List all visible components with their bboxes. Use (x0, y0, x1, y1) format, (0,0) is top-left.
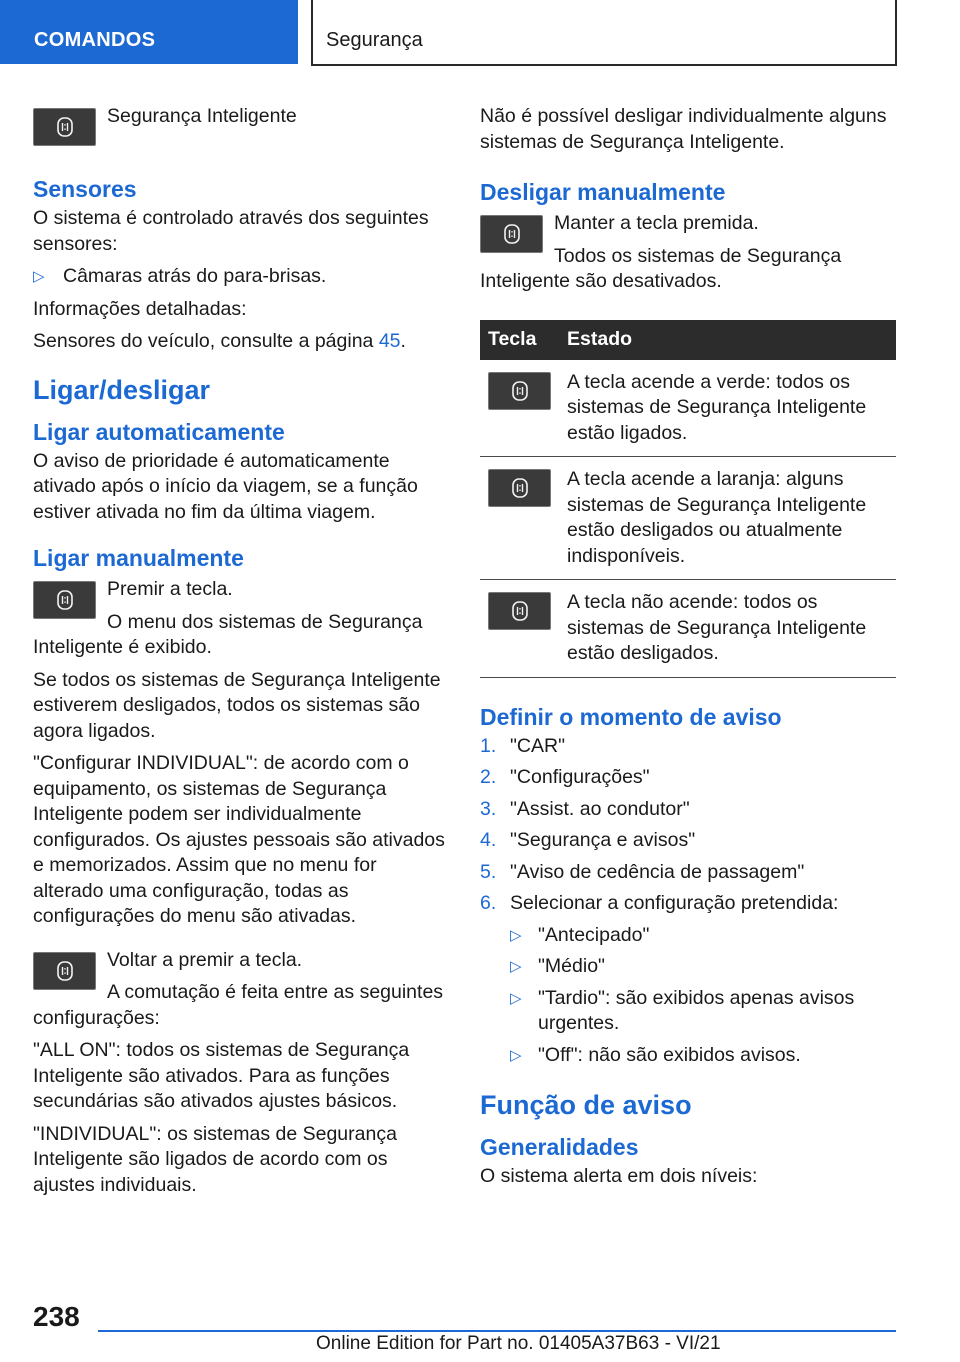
info-reference: Sensores do veículo, consulte a página 45. (33, 330, 406, 352)
heading-desligar-manual: Desligar manualmente (480, 179, 726, 205)
triangle-right-icon: ▷ (510, 1046, 522, 1064)
driver-assistance-button-icon (33, 108, 96, 146)
allon-text: "ALL ON": todos os sistemas de Segurança Inteligente são ativados. Para as funções secundárias são ativados ajustes básicos. (33, 1039, 410, 1112)
heading-funcao-aviso: Função de aviso (480, 1090, 692, 1120)
driver-assistance-button-icon (33, 581, 96, 619)
triangle-right-icon: ▷ (510, 926, 522, 944)
col-header-state: Estado (559, 320, 896, 360)
manual-p1: Se todos os sistemas de Segurança Inteligente estiverem desligados, todos os sistemas são agora ligados. (33, 668, 441, 742)
list-item: 2. "Configurações" (480, 766, 650, 788)
manual-p2: "Configurar INDIVIDUAL": de acordo com o equipamento, os sistemas de Segurança Inteligente podem ser individualmente configurados. Os ajustes pessoais são ativados e memorizados. Assim que no menu for alterado uma configuração, todas as configurações do menu são ativadas. (33, 752, 445, 927)
again-step1: Voltar a premir a tecla. (107, 948, 303, 971)
off-step1: Manter a tecla premida. (554, 212, 759, 234)
right-intro: Não é possível desligar individualmente alguns sistemas de Segurança Inteligente. (480, 105, 887, 153)
triangle-right-icon: ▷ (510, 958, 522, 975)
driver-assistance-button-icon (488, 372, 551, 410)
heading-definir-aviso: Definir o momento de aviso (480, 703, 782, 730)
driver-assistance-button-icon (488, 592, 551, 630)
heading-ligar-auto: Ligar automaticamente (33, 418, 285, 445)
page-link[interactable]: 45 (378, 330, 401, 352)
driver-assistance-button-icon (488, 469, 551, 507)
col-header-key: Tecla (480, 320, 559, 360)
list-item: 1. "CAR" (480, 734, 566, 757)
list-item: 4. "Segurança e avisos" (480, 829, 696, 851)
driver-assistance-button-icon (480, 215, 543, 253)
triangle-right-icon: ▷ (510, 989, 522, 1007)
manual-step1: Premir a tecla. (107, 578, 233, 600)
again-step2: A comutação é feita entre as seguintes configurações: (33, 981, 444, 1029)
header-rule (311, 64, 896, 66)
again-row (33, 948, 447, 1039)
table-cell-state: A tecla não acende: todos os sistemas de Segurança Inteligente estão desligados. (559, 580, 896, 678)
intro-row (33, 104, 447, 152)
list-item: 6. Selecionar a configuração pretendida: (480, 892, 839, 914)
table-cell-state: A tecla acende a verde: todos os sistemas de Segurança Inteligente estão ligados. (559, 360, 896, 457)
individual-text: "INDIVIDUAL": os sistemas de Segurança Inteligente são ligados de acordo com os ajustes individuais. (33, 1122, 397, 1196)
right-column (480, 100, 896, 1197)
header-divider (311, 0, 313, 66)
table-row (480, 580, 896, 678)
section-title: COMANDOS (34, 29, 156, 51)
triangle-right-icon: ▷ (33, 268, 45, 285)
manual-row (33, 577, 447, 668)
auto-text: O aviso de prioridade é automaticamente ativado após o início da viagem, se a função estiver ativada no fim da última viagem. (33, 449, 418, 523)
option-item: ▷ "Médio" (480, 954, 896, 980)
info-label: Informações detalhadas: (33, 297, 247, 320)
header-border-right (895, 0, 897, 66)
list-item: 3. "Assist. ao condutor" (480, 797, 690, 820)
intro-label: Segurança Inteligente (107, 105, 297, 127)
state-table (480, 320, 896, 678)
footer-rule (98, 1330, 896, 1332)
option-item: ▷ "Antecipado" (480, 923, 896, 949)
option-item: ▷ "Off": não são exibidos avisos. (480, 1043, 896, 1069)
off-step2: Todos os sistemas de Segurança Inteligente são desativados. (480, 244, 842, 292)
edition-text: Online Edition for Part no. 01405A37B63 - VI/21 (316, 1333, 721, 1354)
list-item: ▷ Câmaras atrás do para-brisas. (33, 264, 447, 290)
table-row (480, 457, 896, 580)
heading-sensores: Sensores (33, 176, 137, 202)
table-cell-state: A tecla acende a laranja: alguns sistemas de Segurança Inteligente estão desligados ou atualmente indisponíveis. (559, 457, 896, 580)
heading-ligar-manual: Ligar manualmente (33, 545, 244, 571)
heading-generalidades: Generalidades (480, 1134, 639, 1160)
list-item: 5. "Aviso de cedência de passagem" (480, 860, 805, 883)
heading-ligar-desligar: Ligar/desligar (33, 374, 211, 405)
option-item: ▷ "Tardio": são exibidos apenas avisos urgentes. (510, 986, 855, 1034)
table-row (480, 360, 896, 457)
page-number: 238 (33, 1301, 80, 1332)
off-row (480, 211, 896, 302)
general-text: O sistema alerta em dois níveis: (480, 1165, 758, 1187)
manual-step2: O menu dos sistemas de Segurança Inteligente é exibido. (33, 610, 423, 658)
driver-assistance-button-icon (33, 952, 96, 990)
topic-title: Segurança (326, 29, 423, 51)
sensores-text: O sistema é controlado através dos seguintes sensores: (33, 207, 429, 255)
left-column (33, 100, 447, 1205)
